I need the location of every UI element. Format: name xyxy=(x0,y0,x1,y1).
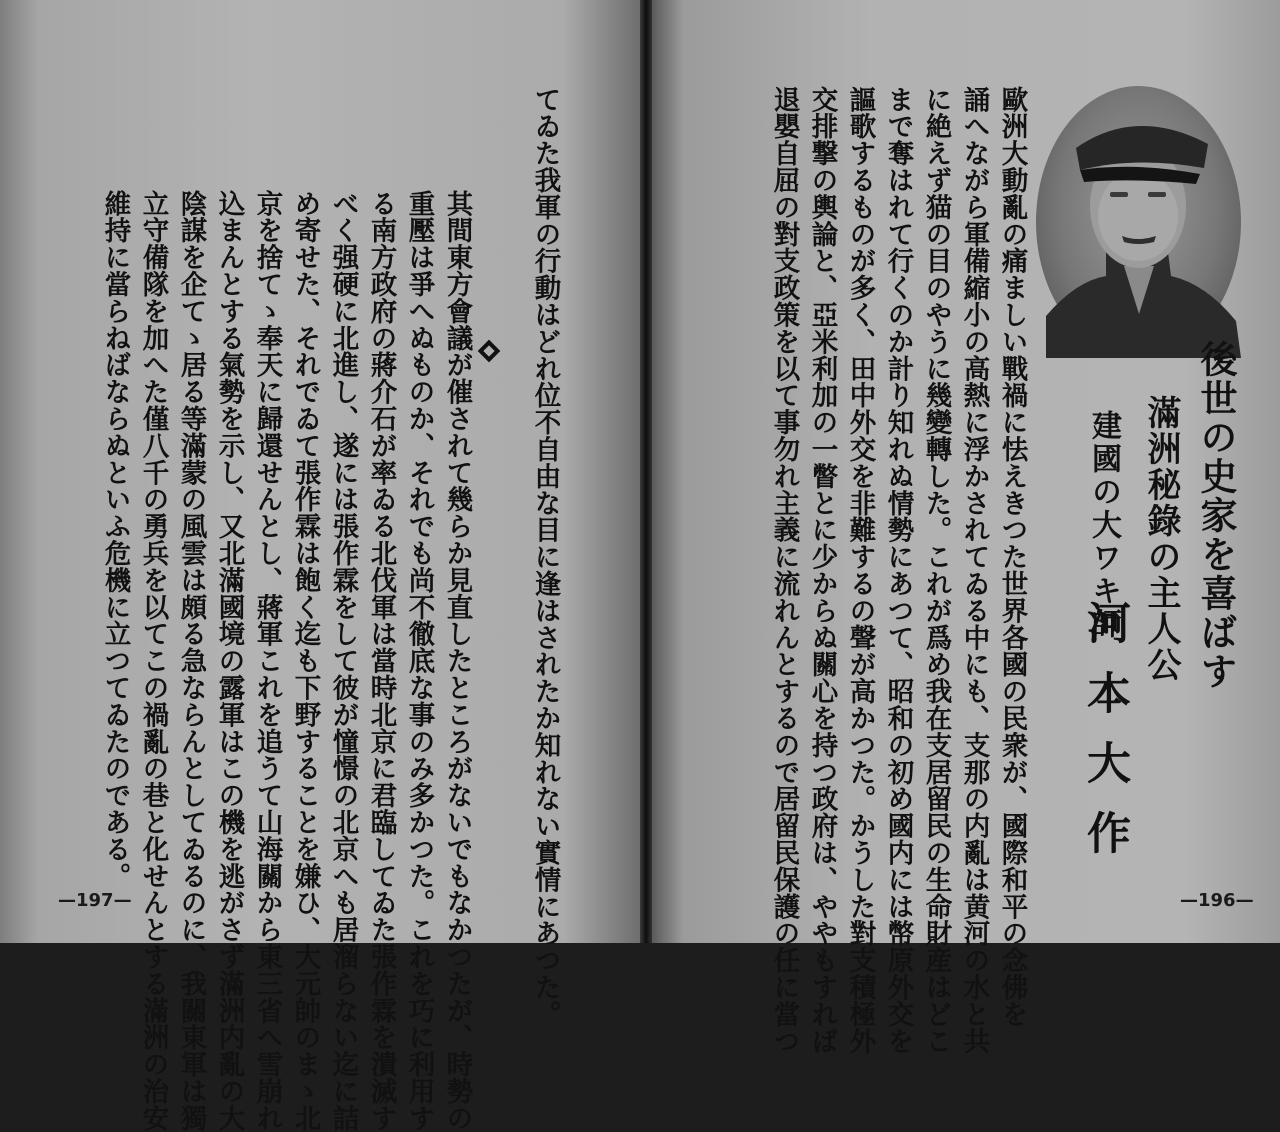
left-col-5: べく强硬に北進し、遂には張作霖をして彼が憧憬の北京へも居溜らない迄に詰 xyxy=(327,190,359,1132)
left-col-10: 立守備隊を加へた僅八千の勇兵を以てこの禍亂の巷と化せんとする滿洲の治安 xyxy=(137,190,169,1132)
author-role: 建國の大ワキ師 xyxy=(1086,410,1121,641)
page-number-left: —197— xyxy=(58,890,132,911)
author-portrait xyxy=(1036,86,1241,358)
book-gutter xyxy=(640,0,652,943)
right-page xyxy=(652,0,1280,1055)
portrait-silhouette xyxy=(1036,86,1241,358)
author-name: 河本大作 xyxy=(1079,600,1130,880)
right-col-7: 退嬰自屈の對支政策を以て事勿れ主義に流れんとするので居留民保護の任に當つ xyxy=(768,86,800,1055)
right-col-6: 交排撃の輿論と、亞米利加の一瞥とに少からぬ關心を持つ政府は、ややもすれば xyxy=(806,86,838,1055)
left-col-1: てゐた我軍の行動はどれ位不自由な目に逢はされたか知れない實情にあつた。 xyxy=(529,86,561,1028)
right-col-5: 謳歌するものが多く、田中外交を非難するの聲が高かつた。かうした對支積極外 xyxy=(844,86,876,1055)
left-col-3: 重壓は爭へぬものか、それでも尚不徹底な事のみ多かつた。これを巧に利用す xyxy=(403,190,435,1132)
right-col-3: に絶えず猫の目のやうに幾變轉した。これが爲め我在支居留民の生命財産はどこ xyxy=(920,86,952,1055)
section-diamond-icon xyxy=(478,340,501,363)
left-col-9: 陰謀を企てゝ居る等滿蒙の風雲は頗る急ならんとしてゐるのに、我關東軍は獨 xyxy=(175,190,207,1132)
page-number-right: —196— xyxy=(1180,890,1254,911)
left-col-6: め寄せた、それでゐて張作霖は飽く迄も下野することを嫌ひ、大元帥のまゝ北 xyxy=(289,190,321,1132)
left-col-4: る南方政府の蔣介石が率ゐる北伐軍は當時北京に君臨してゐた張作霖を潰滅す xyxy=(365,190,397,1132)
left-col-8: 込まんとする氣勢を示し、又北滿國境の露軍はこの機を逃がさず滿洲内亂の大 xyxy=(213,190,245,1132)
left-col-7: 京を捨てゝ奉天に歸還せんとし、蔣軍これを追うて山海關から東三省へ雪崩れ xyxy=(251,190,283,1132)
left-col-2: 其間東方會議が催されて幾らか見直したところがないでもなかつたが、時勢の xyxy=(441,190,473,1132)
right-col-1: 歐洲大動亂の痛ましい戰禍に怯えきつた世界各國の民衆が、國際和平の念佛を xyxy=(996,86,1028,1028)
subheadline: 滿洲秘錄の主人公 xyxy=(1141,395,1181,683)
headline: 後世の史家を喜ばす xyxy=(1194,340,1238,691)
right-col-2: 誦へながら軍備縮小の高熱に浮かされてゐる中にも、支那の内亂は黄河の水と共 xyxy=(958,86,990,1055)
left-col-11: 維持に當らねばならぬといふ危機に立つてゐたのである。 xyxy=(99,190,131,890)
right-col-4: まで奪はれて行くのか計り知れぬ情勢にあつて、昭和の初め國内には幣原外交を xyxy=(882,86,914,1055)
